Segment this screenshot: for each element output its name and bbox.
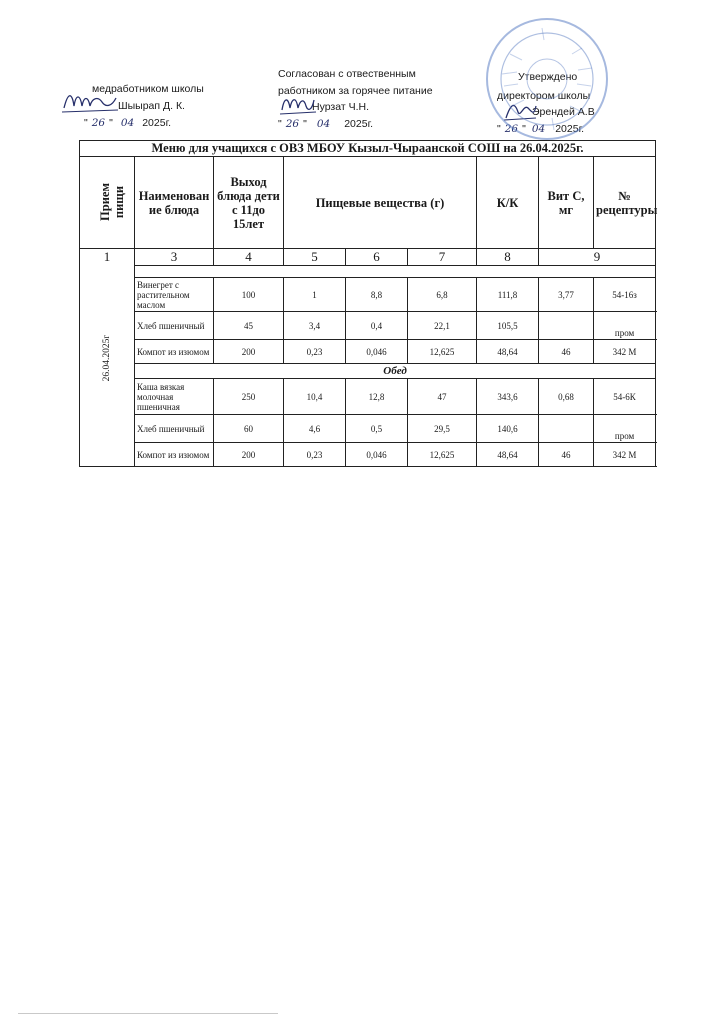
right-approval-line1: Утверждено xyxy=(518,71,578,83)
left-approval-line1: медработником школы xyxy=(92,83,204,95)
col-number-4: 4 xyxy=(214,249,284,266)
breakfast-spacer-row xyxy=(135,266,656,278)
header-meal-label: Прием пищи xyxy=(98,182,126,221)
dish-output: 60 xyxy=(214,415,284,443)
right-approval-name: Эрендей А.В xyxy=(532,106,595,118)
dish-name: Компот из изюмом xyxy=(135,443,214,467)
dish-vitc xyxy=(539,415,594,443)
dish-kk: 140,6 xyxy=(477,415,539,443)
dish-kk: 105,5 xyxy=(477,312,539,340)
left-approval-date: " 26 " 04 2025г. xyxy=(84,117,172,129)
center-signature xyxy=(278,92,318,118)
header-dish: Наименование блюда xyxy=(135,157,214,249)
right-date-year: 2025г. xyxy=(555,123,585,135)
dish-fat: 0,046 xyxy=(346,340,408,364)
school-stamp xyxy=(482,14,612,144)
col-number-1: 1 xyxy=(103,249,111,264)
center-date-day: 26 xyxy=(285,118,300,130)
col-number-8: 8 xyxy=(477,249,539,266)
dish-name: Каша вязкая молочная пшеничная xyxy=(135,379,214,415)
dish-kk: 48,64 xyxy=(477,443,539,467)
col-number-7: 7 xyxy=(408,249,477,266)
scan-edge-line xyxy=(18,1013,278,1014)
dish-recipe: 54-16з xyxy=(594,278,656,312)
dish-fat: 12,8 xyxy=(346,379,408,415)
col-number-5: 5 xyxy=(284,249,346,266)
dish-output: 100 xyxy=(214,278,284,312)
menu-date: 26.04.2025г xyxy=(102,334,112,381)
dish-carbs: 6,8 xyxy=(408,278,477,312)
dish-vitc: 0,68 xyxy=(539,379,594,415)
dish-name: Винегрет с растительном маслом xyxy=(135,278,214,312)
dish-vitc: 3,77 xyxy=(539,278,594,312)
dish-protein: 0,23 xyxy=(284,340,346,364)
center-approval-date: " 26 " 04 2025г. xyxy=(278,118,374,130)
menu-title: Меню для учащихся с ОВЗ МБОУ Кызыл-Чыраанской СОШ на 26.04.2025г. xyxy=(80,141,656,157)
dish-name: Хлеб пшеничный xyxy=(135,415,214,443)
dish-fat: 0,5 xyxy=(346,415,408,443)
dish-fat: 0,4 xyxy=(346,312,408,340)
dish-vitc xyxy=(539,312,594,340)
dish-fat: 0,046 xyxy=(346,443,408,467)
left-date-day: 26 xyxy=(91,117,106,129)
dish-protein: 3,4 xyxy=(284,312,346,340)
dish-kk: 343,6 xyxy=(477,379,539,415)
header-vitc: Вит С, мг xyxy=(539,157,594,249)
header-kk: К/К xyxy=(477,157,539,249)
right-date-month: 04 xyxy=(531,123,546,135)
dish-recipe: 342 М xyxy=(594,340,656,364)
dish-protein: 4,6 xyxy=(284,415,346,443)
center-date-month: 04 xyxy=(316,118,331,130)
col-number-9: 9 xyxy=(539,249,656,266)
meal-date-column xyxy=(80,249,135,467)
left-date-year: 2025г. xyxy=(142,117,172,129)
right-approval-line2: директором школы xyxy=(497,90,591,102)
center-approval-name: Нурзат Ч.Н. xyxy=(312,101,370,113)
header-recipe: № рецептуры xyxy=(594,157,656,249)
dish-carbs: 29,5 xyxy=(408,415,477,443)
dish-recipe: 54-6К xyxy=(594,379,656,415)
dish-name: Компот из изюмом xyxy=(135,340,214,364)
dish-recipe: пром xyxy=(594,312,656,340)
dish-protein: 10,4 xyxy=(284,379,346,415)
col-number-3: 3 xyxy=(135,249,214,266)
header-meal xyxy=(80,157,135,249)
left-approval-name: Шыырап Д. К. xyxy=(118,100,185,112)
dish-protein: 0,23 xyxy=(284,443,346,467)
left-signature xyxy=(60,88,120,116)
dish-output: 250 xyxy=(214,379,284,415)
header-nutrients: Пищевые вещества (г) xyxy=(284,157,477,249)
center-approval-line2: работником за горячее питание xyxy=(278,85,433,97)
table-row xyxy=(80,340,656,364)
dish-carbs: 12,625 xyxy=(408,340,477,364)
table-row xyxy=(80,379,656,415)
right-date-day: 26 xyxy=(504,123,519,135)
dish-recipe: пром xyxy=(594,415,656,443)
left-date-month: 04 xyxy=(120,117,135,129)
table-row xyxy=(80,278,656,312)
dish-carbs: 12,625 xyxy=(408,443,477,467)
header-output: Выход блюда дети с 11до 15лет xyxy=(214,157,284,249)
dish-recipe: 342 М xyxy=(594,443,656,467)
dish-output: 200 xyxy=(214,443,284,467)
dish-output: 200 xyxy=(214,340,284,364)
menu-table xyxy=(79,140,656,467)
col-number-6: 6 xyxy=(346,249,408,266)
table-row xyxy=(80,443,656,467)
right-approval-date: " 26 " 04 2025г. xyxy=(497,123,585,135)
dish-vitc: 46 xyxy=(539,443,594,467)
dish-protein: 1 xyxy=(284,278,346,312)
dish-kk: 48,64 xyxy=(477,340,539,364)
center-approval-line1: Согласован с отвественным xyxy=(278,68,416,80)
dish-name: Хлеб пшеничный xyxy=(135,312,214,340)
center-date-year: 2025г. xyxy=(344,118,374,130)
table-row xyxy=(80,312,656,340)
dish-kk: 111,8 xyxy=(477,278,539,312)
dish-vitc: 46 xyxy=(539,340,594,364)
table-row xyxy=(80,415,656,443)
dish-carbs: 47 xyxy=(408,379,477,415)
dish-output: 45 xyxy=(214,312,284,340)
lunch-section-label: Обед xyxy=(135,364,656,379)
dish-carbs: 22,1 xyxy=(408,312,477,340)
dish-fat: 8,8 xyxy=(346,278,408,312)
